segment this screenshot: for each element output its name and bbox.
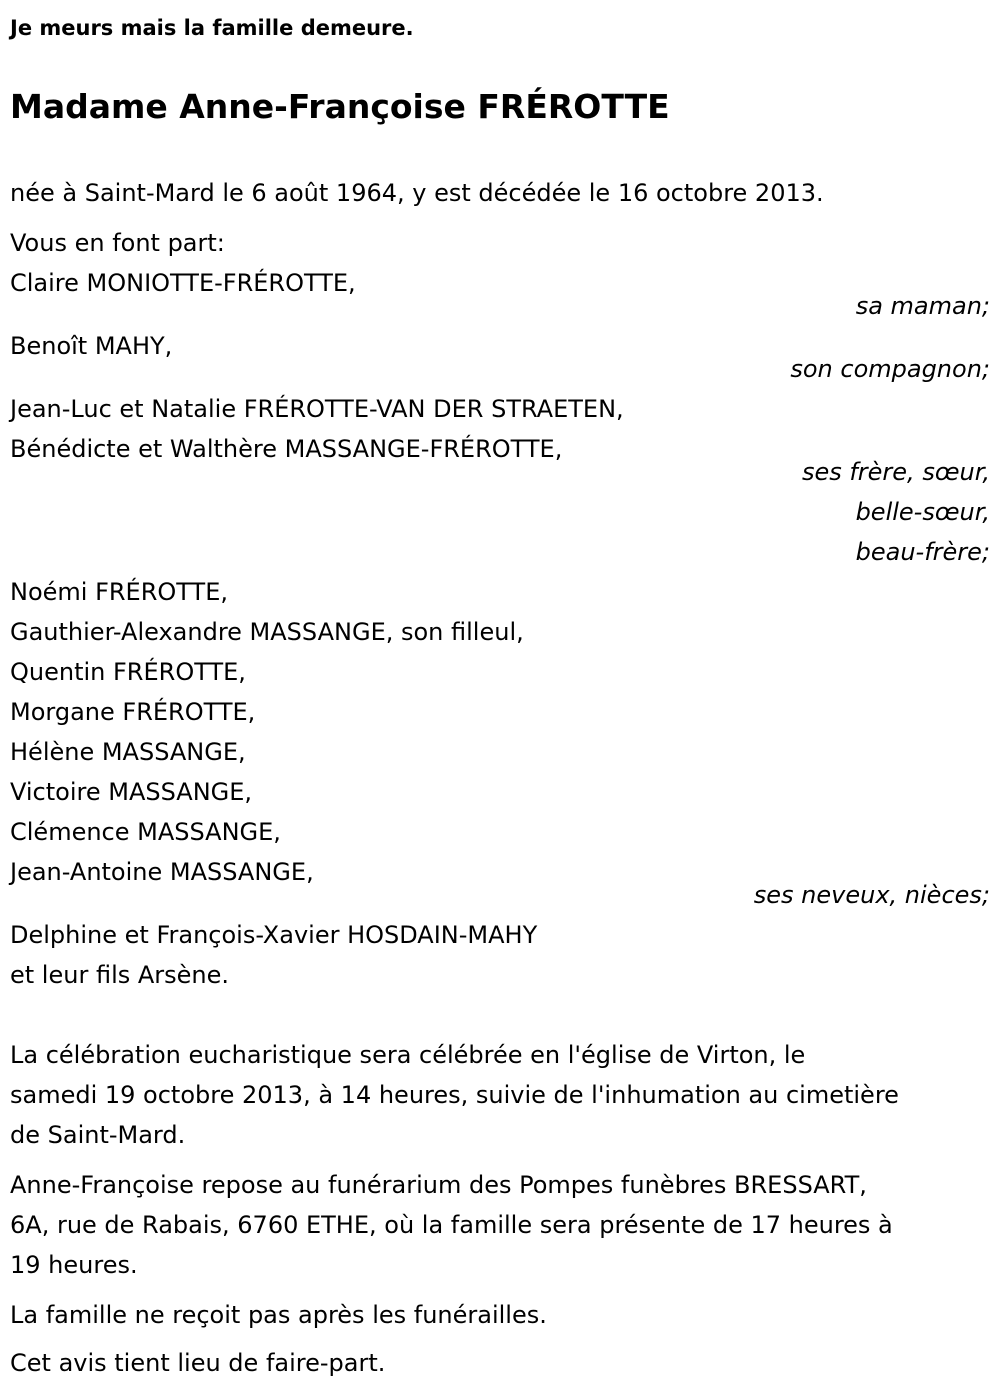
family-name: Jean-Luc et Natalie FRÉROTTE-VAN DER STRAETEN, xyxy=(10,395,624,423)
family-relation: ses neveux, nièces; xyxy=(753,881,990,909)
family-name: Benoît MAHY, xyxy=(10,332,173,360)
family-relation: sa maman; xyxy=(855,292,990,320)
notice-line: Cet avis tient lieu de faire-part. xyxy=(10,1349,386,1377)
family-name: Morgane FRÉROTTE, xyxy=(10,698,256,726)
family-relation: beau-frère; xyxy=(855,538,990,566)
funeral-home-line: 6A, rue de Rabais, 6760 ETHE, où la famille sera présente de 17 heures à xyxy=(10,1211,893,1239)
funeral-home-line: 19 heures. xyxy=(10,1251,138,1279)
notice-body xyxy=(10,173,990,1383)
family-name: Hélène MASSANGE, xyxy=(10,738,246,766)
no-reception-line: La famille ne reçoit pas après les funérailles. xyxy=(10,1301,547,1329)
family-name: Victoire MASSANGE, xyxy=(10,778,253,806)
family-name: et leur fils Arsène. xyxy=(10,961,230,989)
family-name: Noémi FRÉROTTE, xyxy=(10,578,228,606)
ceremony-line: samedi 19 octobre 2013, à 14 heures, suivie de l'inhumation au cimetière xyxy=(10,1081,899,1109)
family-name: Bénédicte et Walthère MASSANGE-FRÉROTTE, xyxy=(10,435,563,463)
family-relation: belle-sœur, xyxy=(855,498,990,526)
family-relation: ses frère, sœur, xyxy=(801,458,990,486)
family-name: Gauthier-Alexandre MASSANGE, son filleul, xyxy=(10,618,524,646)
ceremony-line: La célébration eucharistique sera célébrée en l'église de Virton, le xyxy=(10,1041,806,1069)
deceased-name-title: Madame Anne-Françoise FRÉROTTE xyxy=(10,87,670,126)
family-name: Delphine et François-Xavier HOSDAIN-MAHY xyxy=(10,921,538,949)
family-name: Quentin FRÉROTTE, xyxy=(10,658,246,686)
birth-death-line: née à Saint-Mard le 6 août 1964, y est décédée le 16 octobre 2013. xyxy=(10,179,824,207)
family-relation: son compagnon; xyxy=(790,355,990,383)
family-name: Claire MONIOTTE-FRÉROTTE, xyxy=(10,269,356,297)
family-name: Jean-Antoine MASSANGE, xyxy=(10,858,314,886)
intro-line: Vous en font part: xyxy=(10,229,225,257)
motto: Je meurs mais la famille demeure. xyxy=(10,16,414,40)
family-name: Clémence MASSANGE, xyxy=(10,818,281,846)
funeral-home-line: Anne-Françoise repose au funérarium des Pompes funèbres BRESSART, xyxy=(10,1171,867,1199)
ceremony-line: de Saint-Mard. xyxy=(10,1121,186,1149)
